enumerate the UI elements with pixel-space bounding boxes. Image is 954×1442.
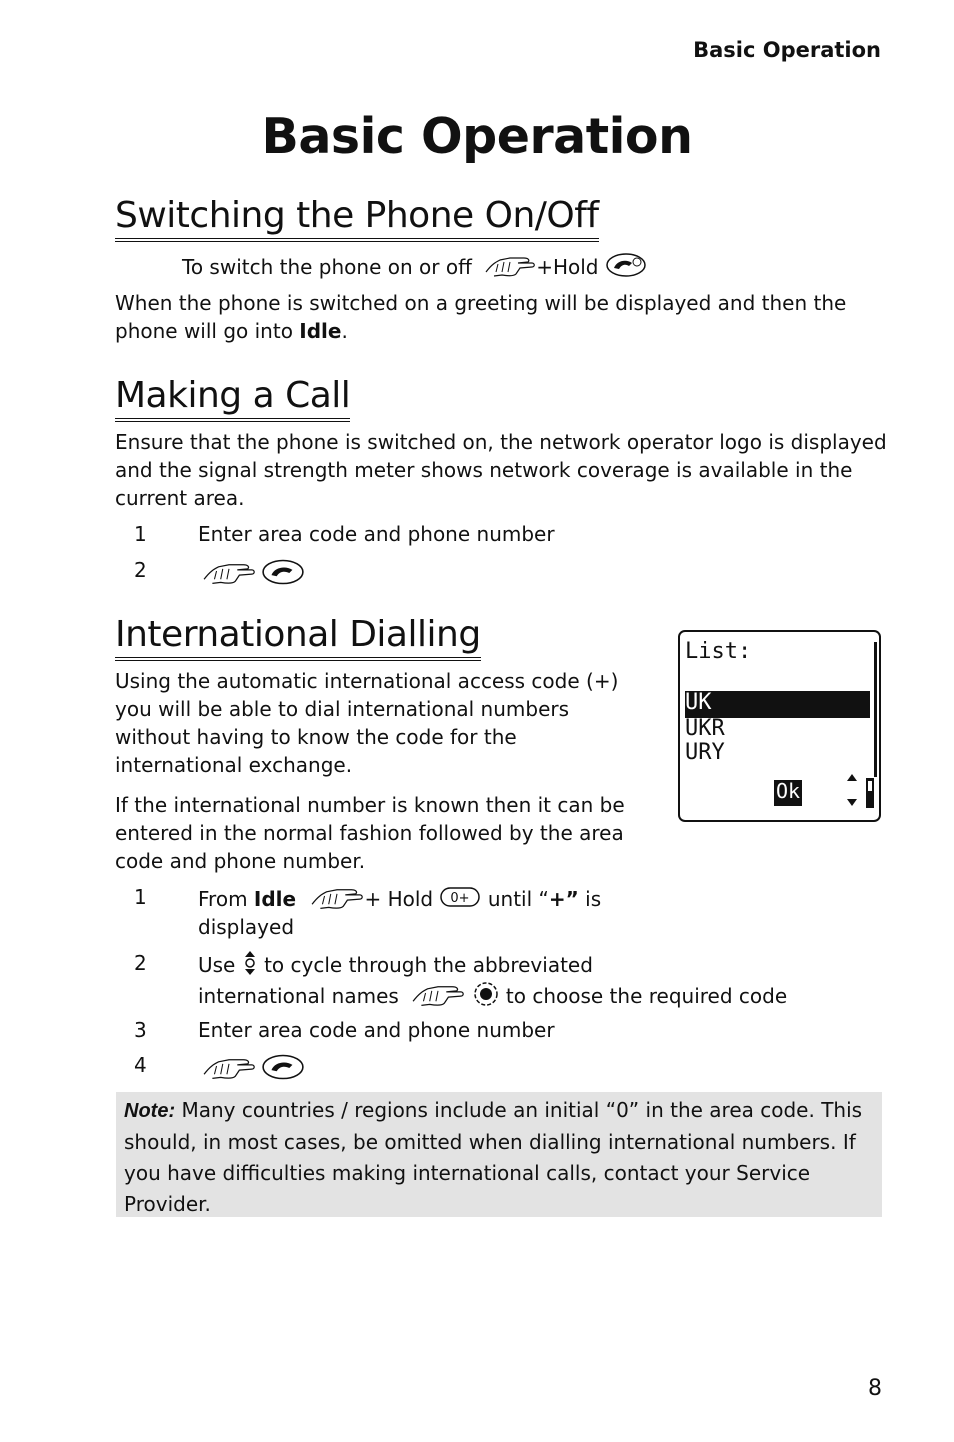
hand-press-icon (202, 1053, 256, 1085)
display-softkey-ok: Ok (776, 779, 801, 803)
note-body: Many countries / regions include an initial “0” in the area code. This should, in most cases, be omitted when dialling international numbers. If you have difficulties making international calls, contact your Service Provider. (124, 1098, 863, 1216)
power-end-key-icon (605, 252, 647, 285)
navigation-up-down-icon (242, 949, 258, 984)
hand-press-icon (411, 980, 465, 1015)
hand-press-icon (484, 252, 536, 285)
intl-step4-icons (202, 1053, 305, 1085)
hand-press-icon (202, 558, 256, 590)
international-para1: Using the automatic international access code (+) you will be able to dial international numbers without having to know the code for the international exchange. (115, 669, 619, 777)
running-header: Basic Operation (693, 38, 881, 62)
intl-step2-choose: to choose the required code (499, 984, 788, 1008)
display-item-uk: UK (685, 690, 712, 715)
page-title: Basic Operation (261, 108, 693, 165)
display-scroll-arrows-icon (845, 772, 877, 814)
intl-step2-line2 (198, 980, 787, 1015)
intl-step1-until: until “ (481, 887, 549, 911)
intl-step3-text: Enter area code and phone number (198, 1018, 555, 1042)
display-highlight (685, 691, 870, 718)
making-call-step2-num: 2 (134, 558, 147, 582)
intl-step2-num: 2 (134, 951, 147, 975)
display-title: List: (685, 639, 752, 664)
idle-term: Idle (253, 887, 297, 911)
heading-making-call: Making a Call (115, 374, 350, 422)
intl-step2-line1 (198, 949, 593, 984)
svg-text:0+: 0+ (450, 891, 471, 906)
intl-step4-num: 4 (134, 1053, 147, 1077)
display-scrollbar (874, 642, 877, 777)
heading-switching: Switching the Phone On/Off (115, 194, 599, 242)
international-para2: If the international number is known then it can be entered in the normal fashion followed by the area code and phone number. (115, 793, 625, 873)
switch-body-text: When the phone is switched on a greeting will be displayed and then the phone will go into (115, 291, 847, 343)
making-call-step1-text: Enter area code and phone number (198, 522, 555, 546)
intl-step2-names: international names (198, 984, 399, 1008)
intl-step2-use: Use (198, 953, 236, 977)
making-call-step2-icons (202, 558, 305, 590)
intl-step1-displayed: displayed (198, 915, 295, 939)
hand-press-icon (310, 883, 364, 918)
switch-instruction (182, 252, 647, 285)
page-number: 8 (868, 1376, 882, 1401)
intl-step1-plus: +” (548, 887, 579, 911)
call-send-key-icon (261, 558, 305, 590)
intl-step1-num: 1 (134, 885, 147, 909)
intl-step1-from: From (198, 887, 254, 911)
switch-instruction-prefix: To switch the phone on or off (182, 255, 472, 279)
idle-term: Idle (299, 319, 342, 343)
note-text (124, 1095, 880, 1220)
intl-step1-is: is (578, 887, 602, 911)
heading-international: International Dialling (115, 613, 481, 661)
making-call-step1-num: 1 (134, 522, 147, 546)
switch-body (115, 289, 875, 345)
switch-body-suffix: . (341, 319, 348, 343)
zero-plus-key-icon (439, 885, 481, 916)
display-item-ury: URY (685, 740, 725, 765)
making-call-body: Ensure that the phone is switched on, the network operator logo is displayed and the signal strength meter shows network coverage is available in the current area. (115, 430, 887, 510)
select-key-icon (472, 980, 500, 1015)
intl-step3-num: 3 (134, 1018, 147, 1042)
phone-display (678, 630, 881, 822)
intl-step1-hold: + Hold (364, 887, 434, 911)
intl-step2-cycle: to cycle through the abbreviated (257, 953, 593, 977)
call-send-key-icon (261, 1053, 305, 1085)
switch-instruction-hold: +Hold (536, 255, 599, 279)
display-item-ukr: UKR (685, 716, 725, 741)
note-label: Note: (124, 1100, 176, 1122)
